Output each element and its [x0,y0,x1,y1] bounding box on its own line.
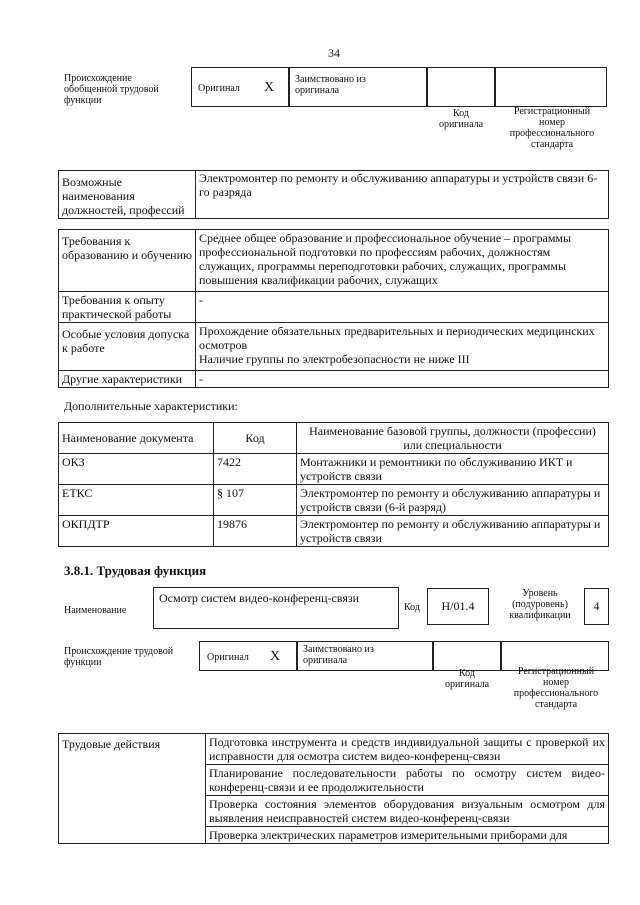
origin-reg-cell [495,67,607,107]
req-education-value: Среднее общее образование и профессиональное обучение – программы профессиональной подготовки по профессиям рабочих, должностям служащих, программы переподготовки рабочих, служащих, программы повышения квалификации рабочих, служащих [196,230,609,292]
req-other-label: Другие характеристики [59,371,196,388]
row-doc: ОКЗ [59,454,214,485]
origin2-code-cell [433,641,501,671]
origin-code-cell [427,67,495,107]
table-row [59,516,609,547]
row-doc: ОКПДТР [59,516,214,547]
row-group: Электромонтер по ремонту и обслуживанию аппаратуры и устройств связи [297,516,609,547]
borrowed2-label: Заимствовано из оригинала [303,644,374,666]
origin2-original-cell [199,641,297,671]
row-group: Монтажники и ремонтники по обслуживанию ИКТ и устройств связи [297,454,609,485]
req-experience-value: - [196,292,609,323]
origin2-borrowed-cell [297,641,433,671]
function-level-value: 4 [584,588,609,625]
row-doc: ЕТКС [59,485,214,516]
function-title: 3.8.1. Трудовая функция [64,563,207,578]
code2-original-caption: Код оригинала [444,668,490,690]
row-code: § 107 [214,485,297,516]
req-other-value: - [196,371,609,388]
original2-label: Оригинал [207,652,249,663]
req-experience-label: Требования к опыту практической работы [59,292,196,323]
code-original-caption: Код оригинала [438,108,484,130]
req-education-label: Требования к образованию и обучению [59,230,196,292]
origin-label: Происхождение обобщенной трудовой функции [64,73,159,106]
original-label: Оригинал [198,83,240,94]
borrowed-label: Заимствовано из оригинала [295,74,366,96]
positions-table [58,170,609,219]
original2-mark: X [270,649,281,664]
req-admission-label: Особые условия допуска к работе [59,323,196,371]
action-item: Планирование последовательности работы по осмотру систем видео-конференц-связи и ее продолжительности [206,765,609,796]
actions-table [58,733,609,844]
req-admission-value [196,323,609,371]
origin2-label: Происхождение трудовой функции [64,646,174,668]
origin-original-cell [191,67,289,107]
function-code-label: Код [404,602,420,613]
additional-table [58,422,609,547]
function-name-value: Осмотр систем видео-конференц-связи [153,587,399,629]
function-name-label: Наименование [64,605,127,616]
reg-number-caption: Регистрационный номер профессионального стандарта [509,106,595,150]
function-code-value: H/01.4 [427,588,489,625]
actions-label: Трудовые действия [59,734,206,844]
row-code: 19876 [214,516,297,547]
function-level-label: Уровень (подуровень) квалификации [509,588,571,621]
positions-value: Электромонтер по ремонту и обслуживанию аппаратуры и устройств связи 6-го разряда [196,171,609,219]
table-row [59,485,609,516]
row-group: Электромонтер по ремонту и обслуживанию аппаратуры и устройств связи (6-й разряд) [297,485,609,516]
positions-label: Возможные наименования должностей, профессий [59,171,196,219]
req-admission-line1: Прохождение обязательных предварительных и периодических медицинских осмотров [199,324,595,352]
header-group: Наименование базовой группы, должности (профессии) или специальности [297,423,609,454]
row-code: 7422 [214,454,297,485]
table-row [59,454,609,485]
action-item: Подготовка инструмента и средств индивидуальной защиты с проверкой их исправности для осмотра систем видео-конференц-связи [206,734,609,765]
requirements-table [58,229,609,388]
page-number: 34 [328,46,340,60]
header-doc: Наименование документа [59,423,214,454]
reg2-number-caption: Регистрационный номер профессионального стандарта [513,666,599,710]
req-admission-line2: Наличие группы по электробезопасности не ниже III [199,352,470,366]
original-mark: X [264,80,275,95]
action-item: Проверка электрических параметров измерительными приборами для [206,827,609,844]
header-code: Код [214,423,297,454]
additional-title: Дополнительные характеристики: [64,399,238,413]
origin-borrowed-cell [289,67,427,107]
action-item: Проверка состояния элементов оборудования визуальным осмотром для выявления неисправностей систем видео-конференц-связи [206,796,609,827]
